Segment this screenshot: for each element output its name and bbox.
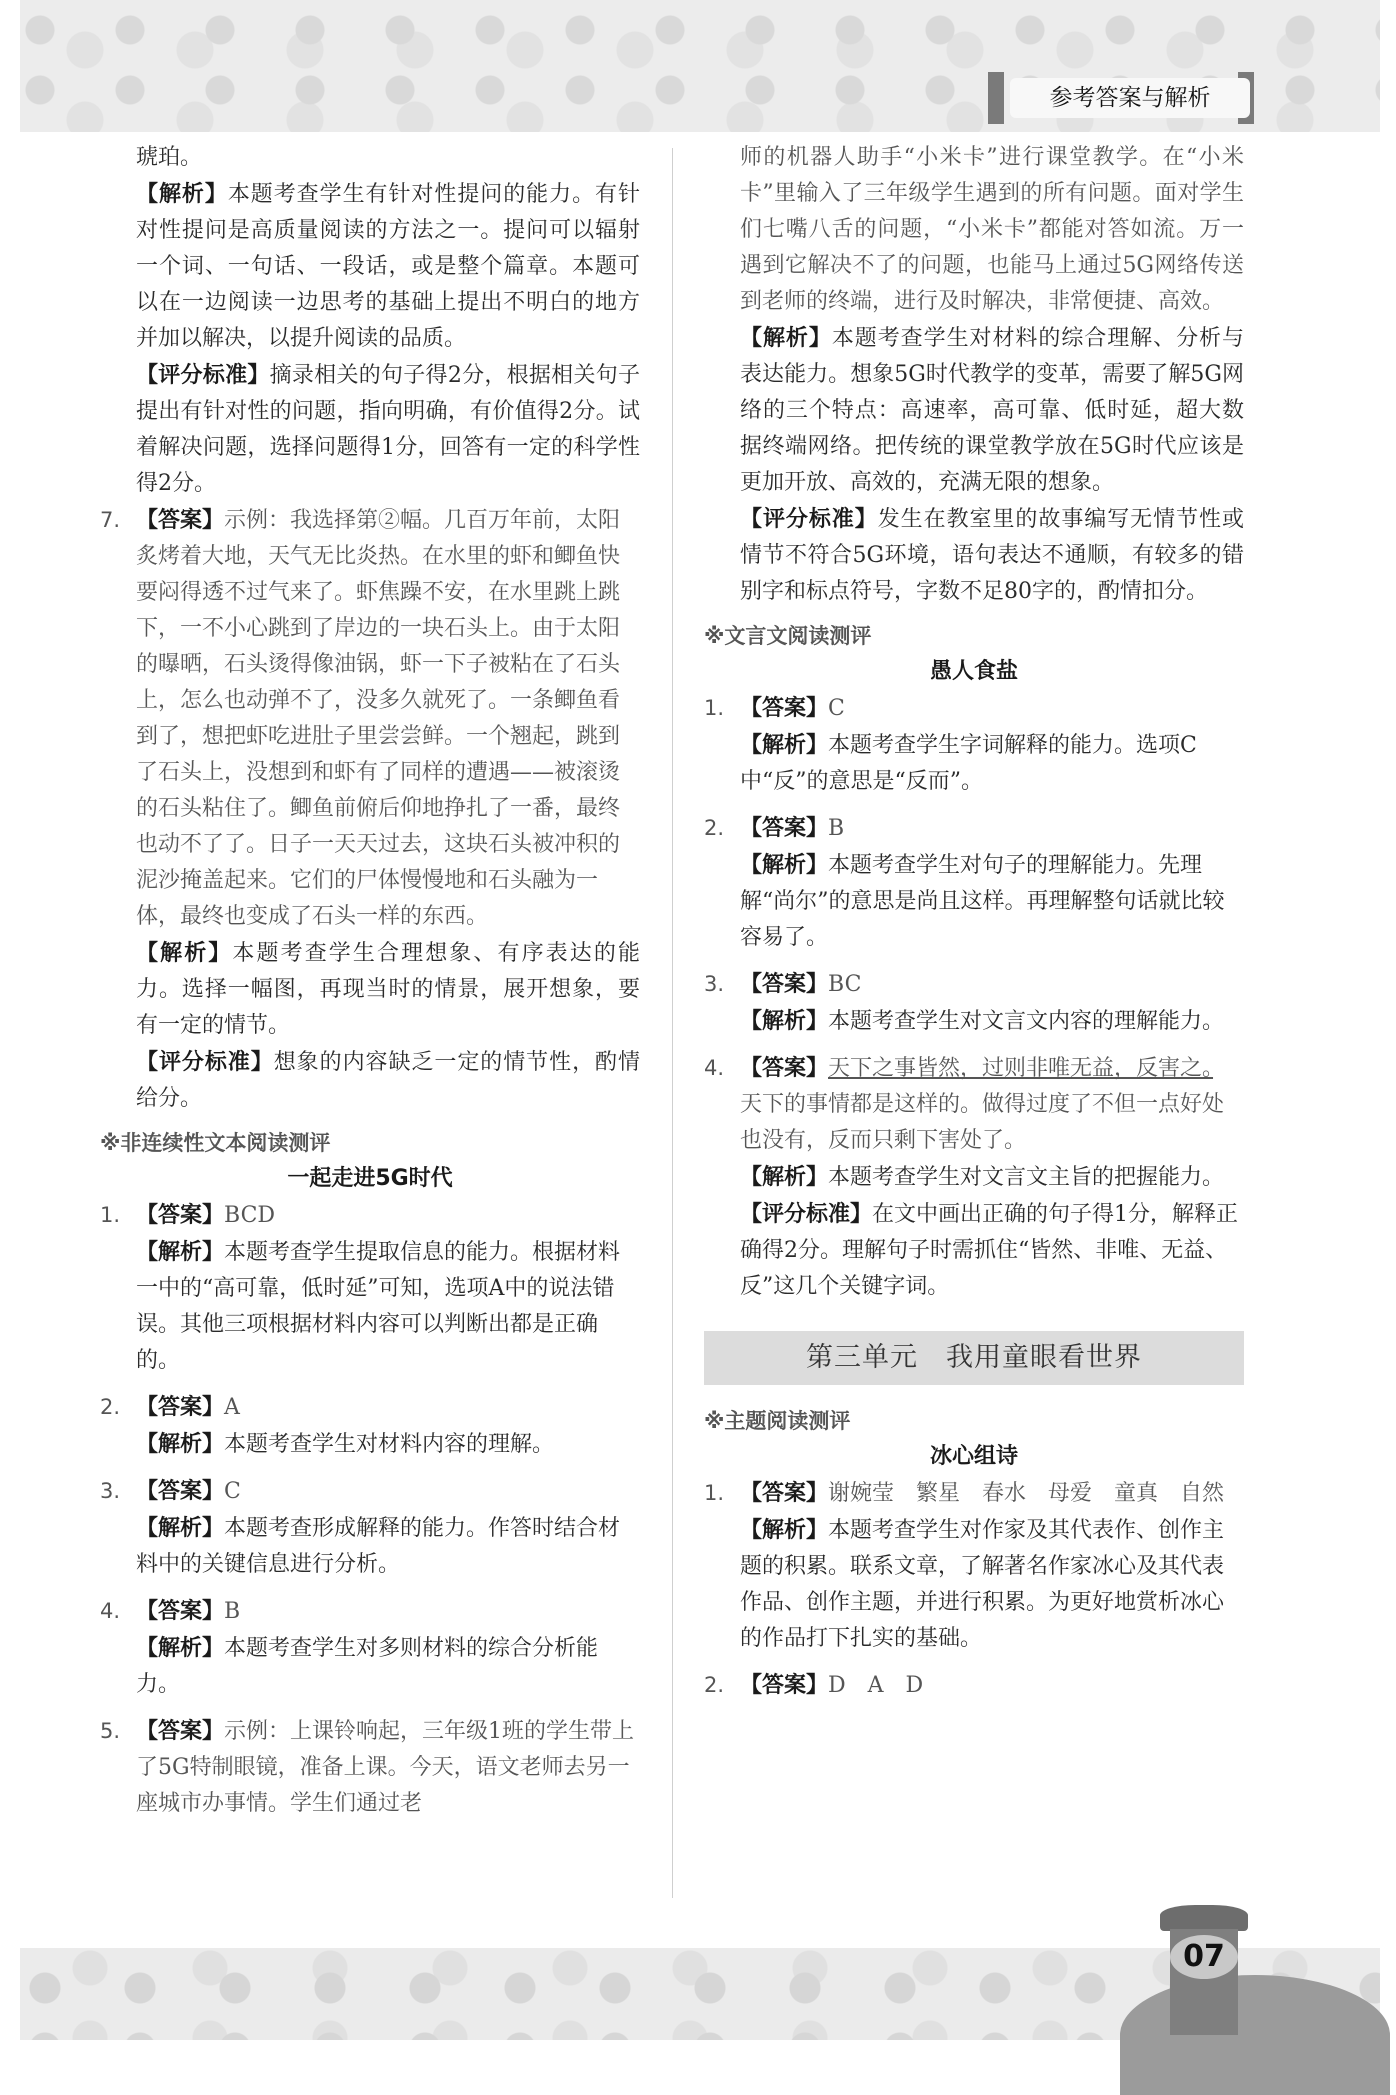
section-classical-reading: ※文言文阅读测评 (704, 624, 872, 648)
question-salt-3: 3. 【答案】BC 【解析】本题考查学生对文言文内容的理解能力。 (704, 971, 1225, 1034)
section-title-5g: 一起走进5G时代 (287, 1166, 453, 1191)
question-7: 7. 【答案】示例：我选择第②幅。几百万年前，太阳炙烤着大地，天气无比炎热。在水里的虾和鲫鱼快要闷得透不过气来了。虾焦躁不安，在水里跳上跳下，一不小心跳到了岸边的一块石头上。由于太阳的曝晒，石头烫得像油锅，虾一下子被粘在了石头上，怎么也动弹不了，没多久就死了。一条鲫鱼看到了，想把虾吃进肚子里尝尝鲜。一个翘起，跳到了石头上，没想到和虾有了同样的遭遇——被滚烫的石头粘住了。鲫鱼前俯后仰地挣扎了一番，最终也动不了了。日子一天天过去，这块石头被冲积的泥沙掩盖起来。它们的尸体慢慢地和石头融为一体，最终也变成了石头一样的东西。 (100, 507, 621, 929)
header-ornament-left (988, 72, 1004, 124)
question-5g-2: 2. 【答案】A 【解析】本题考查学生对材料内容的理解。 (100, 1394, 555, 1457)
unit-banner: 第三单元 我用童眼看世界 (704, 1331, 1244, 1385)
question-5g-5-analysis: 【解析】本题考查学生对材料的综合理解、分析与表达能力。想象5G时代教学的变革，需要了解5G网络的三个特点：高速率，高可靠、低时延，超大数据终端网络。把传统的课堂教学放在5G时代应该是更加开放、高效的，充满无限的想象。 (740, 325, 1244, 495)
right-column (704, 140, 1244, 1704)
question-7-analysis: 【解析】本题考查学生合理想象、有序表达的能力。选择一幅图，再现当时的情景，展开想象，要有一定的情节。 (136, 940, 640, 1038)
section-title-bingxin: 冰心组诗 (929, 1444, 1018, 1469)
intro-line: 琥珀。 (136, 145, 203, 170)
question-5g-5: 5. 【答案】示例：上课铃响起，三年级1班的学生带上了5G特制眼镜，准备上课。今天，语文老师去另一座城市办事情。学生们通过老 (100, 1718, 635, 1816)
question-salt-1: 1. 【答案】C 【解析】本题考查学生字词解释的能力。选项C中“反”的意思是“反而”。 (704, 695, 1197, 794)
left-column (100, 140, 640, 1822)
intro-score: 【评分标准】摘录相关的句子得2分，根据相关句子提出有针对性的问题，指向明确，有价值得2分。试着解决问题，选择问题得1分，回答有一定的科学性得2分。 (136, 362, 640, 496)
question-salt-2: 2. 【答案】B 【解析】本题考查学生对句子的理解能力。先理解“尚尔”的意思是尚且这样。再理解整句话就比较容易了。 (704, 815, 1225, 950)
question-bingxin-2: 2. 【答案】D A D (704, 1672, 924, 1698)
question-salt-4: 4. 【答案】天下之事皆然，过则非唯无益，反害之。 天下的事情都是这样的。做得过度了不但一点好处也没有，反而只剩下害处了。 【解析】本题考查学生对文言文主旨的把握能力。 【评分标准】在文中画出正确的句子得1分，解释正确得2分。理解句子时需抓住“皆然、非唯、无益、反”这几个关键字词。 (704, 1055, 1239, 1299)
tower-roof (1160, 1905, 1248, 1931)
section-title-salt: 愚人食盐 (929, 659, 1018, 684)
question-bingxin-1: 1. 【答案】谢婉莹 繁星 春水 母爱 童真 自然 【解析】本题考查学生对作家及其代表作、创作主题的积累。联系文章，了解著名作家冰心及其代表作品、创作主题，并进行积累。为更好地赏析冰心的作品打下扎实的基础。 (704, 1480, 1225, 1651)
question-5g-5-score: 【评分标准】发生在教室里的故事编写无情节性或情节不符合5G环境，语句表达不通顺，有较多的错别字和标点符号，字数不足80字的，酌情扣分。 (740, 506, 1244, 604)
intro-analysis: 【解析】本题考查学生有针对性提问的能力。有针对性提问是高质量阅读的方法之一。提问可以辐射一个词、一句话、一段话，或是整个篇章。本题可以在一边阅读一边思考的基础上提出不明白的地方并加以解决，以提升阅读的品质。 (136, 181, 640, 351)
question-5g-3: 3. 【答案】C 【解析】本题考查形成解释的能力。作答时结合材料中的关键信息进行分析。 (100, 1478, 621, 1577)
section-theme-reading: ※主题阅读测评 (704, 1409, 851, 1433)
section-nonlinear-reading: ※非连续性文本阅读测评 (100, 1131, 331, 1155)
footer-tower (1160, 1905, 1248, 2035)
column-divider (672, 148, 673, 1898)
question-7-score: 【评分标准】想象的内容缺乏一定的情节性，酌情给分。 (136, 1049, 640, 1111)
question-5g-1: 1. 【答案】BCD 【解析】本题考查学生提取信息的能力。根据材料一中的“高可靠，低时延”可知，选项A中的说法错误。其他三项根据材料内容可以判断出都是正确的。 (100, 1202, 621, 1373)
page-number: 07 (1170, 1935, 1238, 1979)
question-5g-5-continued: 师的机器人助手“小米卡”进行课堂教学。在“小米卡”里输入了三年级学生遇到的所有问题。面对学生们七嘴八舌的问题，“小米卡”都能对答如流。万一遇到它解决不了的问题，也能马上通过5G网络传送到老师的终端，进行及时解决，非常便捷、高效。 (740, 145, 1244, 314)
question-5g-4: 4. 【答案】B 【解析】本题考查学生对多则材料的综合分析能力。 (100, 1598, 599, 1697)
header-title: 参考答案与解析 (1010, 78, 1250, 118)
